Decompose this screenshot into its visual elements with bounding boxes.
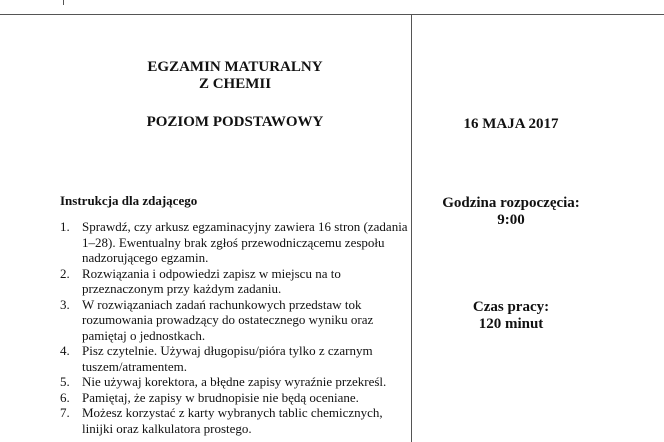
exam-title-line1: EGZAMIN MATURALNY (147, 59, 323, 75)
instruction-number: 2. (60, 265, 70, 281)
instruction-text: Sprawdź, czy arkusz egzaminacyjny zawiera 16 stron (zadania 1–28). Ewentualny brak zgłoś przewodniczącemu zespołu nadzorującego egzamin. (82, 219, 408, 265)
instruction-text: W rozwiązaniach zadań rachunkowych przedstaw tok rozumowania prowadzący do ostatecznego wyniku oraz pamiętaj o jednostkach. (82, 296, 374, 343)
duration-value: 120 minut (478, 316, 544, 332)
instruction-text: Pamiętaj, że zapisy w brudnopisie nie będą oceniane. (82, 389, 359, 405)
duration-label: Czas pracy: (472, 299, 550, 315)
instruction-item (60, 405, 410, 436)
instruction-text: Pisz czytelnie. Używaj długopisu/pióra tylko z czarnym tuszem/atramentem. (82, 343, 373, 374)
instruction-number: 1. (60, 219, 70, 234)
instruction-item (60, 219, 410, 266)
instruction-item (60, 297, 410, 344)
start-time-value: 9:00 (497, 212, 525, 228)
instruction-item (60, 374, 410, 390)
instruction-text: Możesz korzystać z karty wybranych tablic chemicznych, linijki oraz kalkulatora prostego. (82, 405, 383, 436)
top-tick-mark (63, 0, 64, 5)
instruction-text: Nie używaj korektora, a błędne zapisy wyraźnie przekreśl. (82, 374, 387, 389)
instruction-number: 4. (60, 343, 70, 358)
instruction-item (60, 343, 410, 374)
top-rule (0, 14, 664, 15)
exam-title-line2: Z CHEMII (198, 76, 272, 92)
instruction-number: 7. (60, 405, 70, 420)
instruction-number: 6. (60, 389, 70, 405)
instruction-item (60, 390, 410, 406)
instruction-number: 5. (60, 374, 70, 389)
instruction-number: 3. (60, 296, 70, 312)
exam-date: 16 MAJA 2017 (463, 116, 559, 132)
instructions-heading: Instrukcja dla zdającego (60, 193, 198, 208)
instructions-list (60, 219, 410, 436)
instruction-text: Rozwiązania i odpowiedzi zapisz w miejscu na to przeznaczonym przy każdym zadaniu. (82, 265, 341, 296)
instruction-item (60, 266, 410, 297)
start-time-label: Godzina rozpoczęcia: (442, 195, 580, 211)
exam-level: POZIOM PODSTAWOWY (146, 114, 324, 130)
